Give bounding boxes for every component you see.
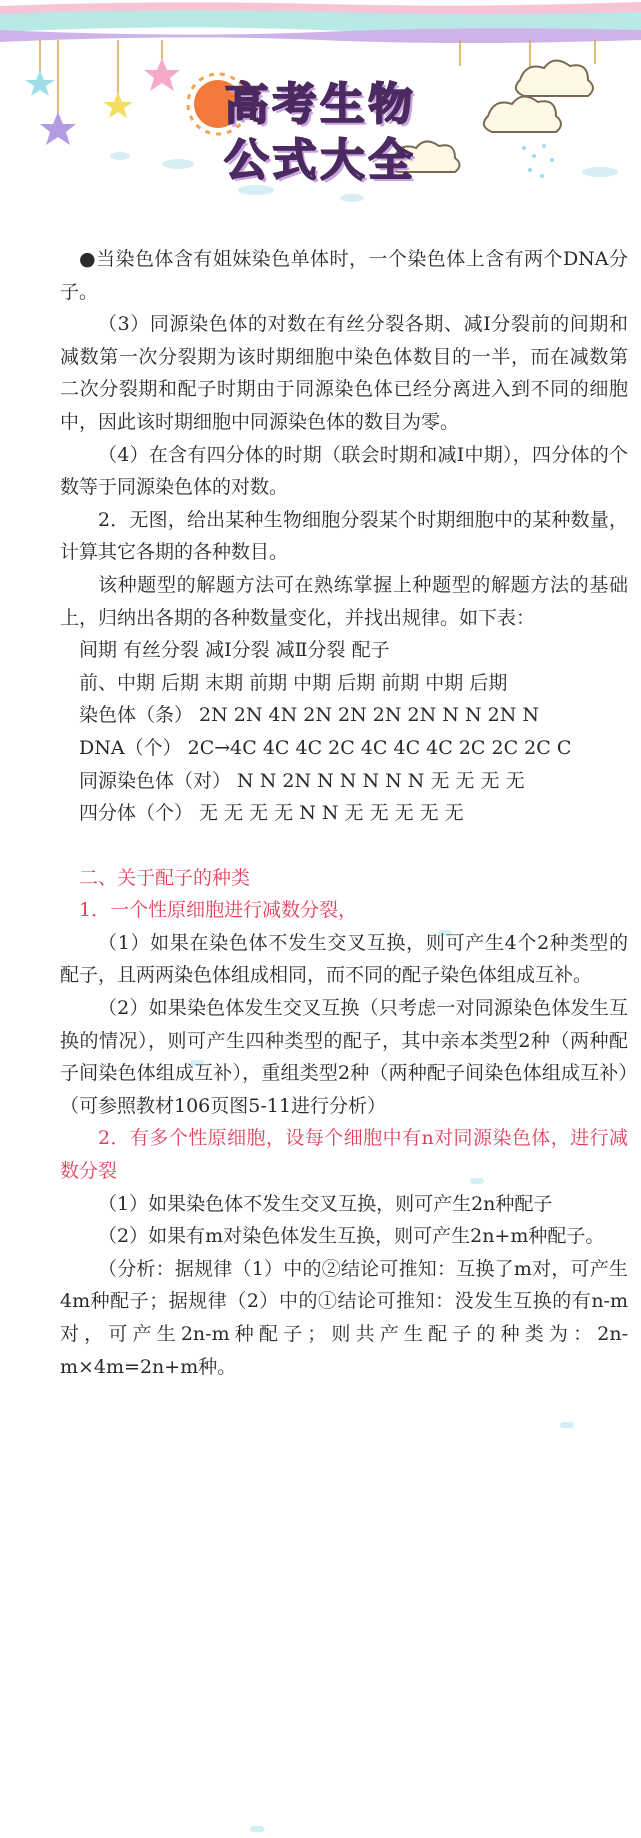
table-row-dna: DNA（个） 2C→4C 4C 4C 2C 4C 4C 4C 2C 2C 2C C — [79, 736, 572, 759]
page-title-line-1: 高考生物 — [224, 79, 417, 130]
article-body — [60, 243, 628, 1383]
paragraph-homologous-pairs: （3）同源染色体的对数在有丝分裂各期、减Ⅰ分裂前的间期和减数第一次分裂期为该时期细胞中染色体数目的一半，而在减数第二次分裂期和配子时期由于同源染色体已经分离进入到不同的细胞中，因此该时期细胞中同源染色体的数目为零。 — [60, 313, 628, 433]
decoration-sparkle — [250, 1826, 264, 1832]
subheading-many-cells: 2．有多个性原细胞，设每个细胞中有n对同源染色体，进行减数分裂 — [60, 1127, 628, 1183]
paragraph-dna-note: ●当染色体含有姐妹染色单体时，一个染色体上含有两个DNA分子。 — [60, 248, 628, 303]
table-row-tetrad: 四分体（个） 无 无 无 无 N N 无 无 无 无 无 — [79, 802, 464, 825]
decoration-sparkle — [560, 1422, 574, 1428]
page-title-line-2: 公式大全 — [224, 135, 417, 186]
table-row-phases: 间期 有丝分裂 减Ⅰ分裂 减Ⅱ分裂 配子 — [79, 639, 390, 662]
table-row-homologous: 同源染色体（对） N N 2N N N N N N 无 无 无 无 — [79, 769, 525, 792]
section-heading-gametes: 二、关于配子的种类 — [79, 866, 251, 889]
subheading-one-cell: 1．一个性原细胞进行减数分裂， — [79, 899, 358, 922]
header-banner — [0, 0, 641, 215]
table-row-chromosome: 染色体（条） 2N 2N 4N 2N 2N 2N 2N N N 2N N — [79, 704, 540, 727]
paragraph-analysis: （分析：据规律（1）中的②结论可推知：互换了m对，可产生4m种配子；据规律（2）中的①结论可推知：没发生互换的有n-m对，可产生2n-m种配子；则共产生配子的种类为：2n-m×4m=2n+m种。 — [60, 1257, 628, 1378]
table-row-subphases: 前、中期 后期 末期 前期 中期 后期 前期 中期 后期 — [79, 671, 508, 694]
spacer — [60, 830, 628, 862]
paragraph-crossover: （2）如果染色体发生交叉互换（只考虑一对同源染色体发生互换的情况），则可产生四种类型的配子，其中亲本类型2种（两种配子间染色体组成互补），重组类型2种（两种配子间染色体组成互补）（可参照教材106页图5-11进行分析） — [60, 997, 628, 1117]
paragraph-tetrad-count: （4）在含有四分体的时期（联会时期和减Ⅰ中期），四分体的个数等于同源染色体的对数。 — [60, 443, 628, 499]
paragraph-no-crossover: （1）如果在染色体不发生交叉互换，则可产生4个2种类型的配子，且两两染色体组成相同，而不同的配子染色体组成互补。 — [60, 931, 628, 987]
paragraph-no-diagram: 2．无图，给出某种生物细胞分裂某个时期细胞中的某种数量，计算其它各期的各种数目。 — [60, 508, 628, 564]
paragraph-many-no-crossover: （1）如果染色体不发生交叉互换，则可产生2n种配子 — [98, 1192, 553, 1215]
paragraph-many-crossover: （2）如果有m对染色体发生互换，则可产生2n+m种配子。 — [98, 1225, 605, 1248]
paragraph-method: 该种题型的解题方法可在熟练掌握上种题型的解题方法的基础上，归纳出各期的各种数量变化，并找出规律。如下表： — [60, 573, 628, 629]
